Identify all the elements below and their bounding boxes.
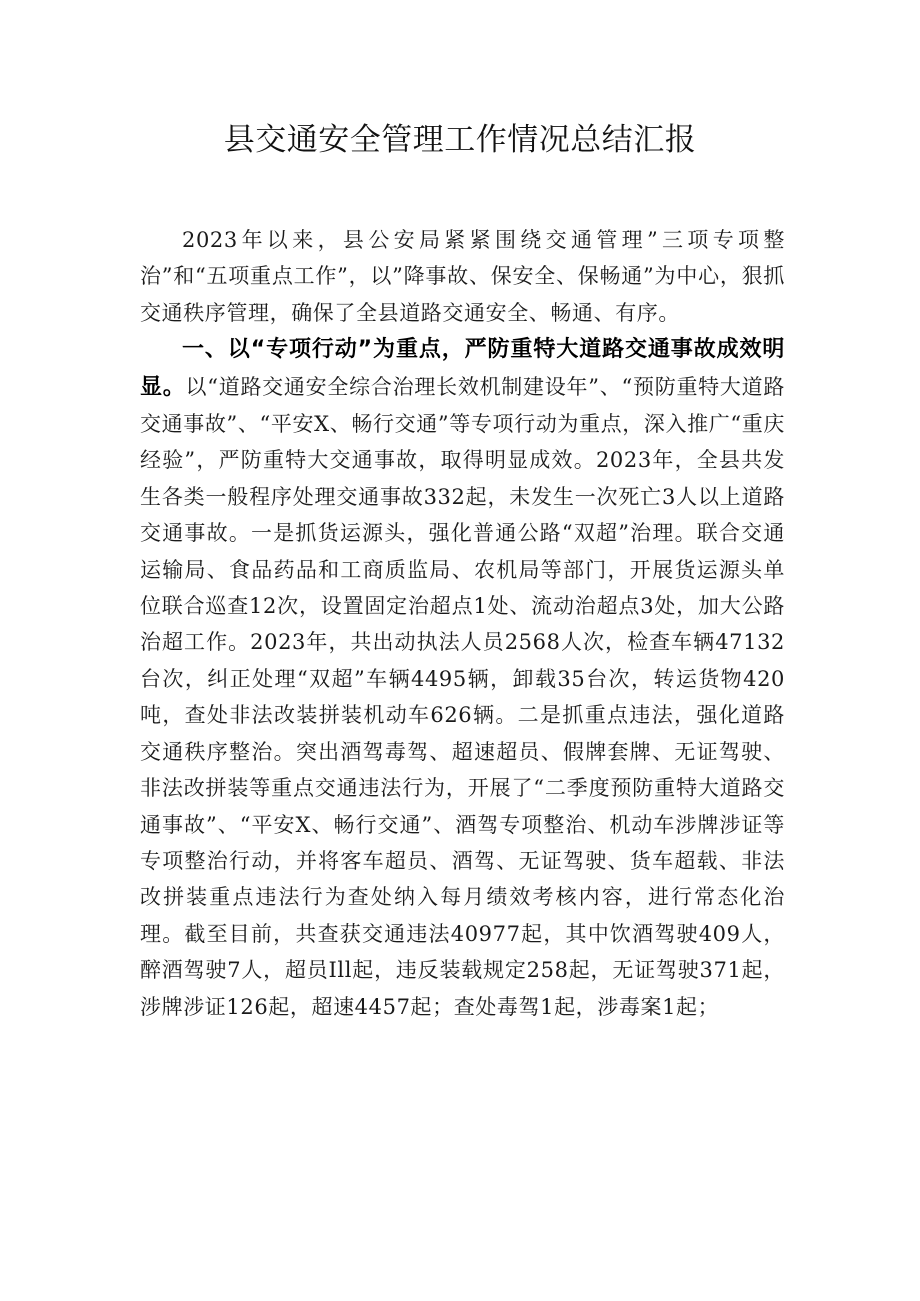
section-one-paragraph (140, 331, 785, 1025)
intro-paragraph: 2023年以来，县公安局紧紧围绕交通管理”三项专项整治”和“五项重点工作”，以”降事故、保安全、保畅通”为中心，狠抓交通秩序管理，确保了全县道路交通安全、畅通、有序。 (140, 228, 785, 325)
document-title: 县交通安全管理工作情况总结汇报 (223, 122, 697, 158)
document-body (140, 222, 785, 1025)
section-one-heading: 一、以“专项行动”为重点，严防重特大道路交通事故成效明显。 (140, 337, 785, 400)
section-one-body: 以“道路交通安全综合治理长效机制建设年”、“预防重特大道路交通事故”、“平安X、畅行交通”等专项行动为重点，深入推广“重庆经验”，严防重特大交通事故，取得明显成效。2023年，全县共发生各类一般程序处理交通事故332起，未发生一次死亡3人以上道路交通事故。一是抓货运源头，强化普通公路“双超”治理。联合交通运输局、食品药品和工商质监局、农机局等部门，开展货运源头单位联合巡查12次，设置固定治超点1处、流动治超点3处，加大公路治超工作。2023年，共出动执法人员2568人次，检查车辆47132台次，纠正处理“双超”车辆4495辆，卸载35台次，转运货物420吨，查处非法改装拼装机动车626辆。二是抓重点违法，强化道路交通秩序整治。突出酒驾毒驾、超速超员、假牌套牌、无证驾驶、非法改拼装等重点交通违法行为，开展了“二季度预防重特大道路交通事故”、“平安X、畅行交通”、酒驾专项整治、机动车涉牌涉证等专项整治行动，并将客车超员、酒驾、无证驾驶、货车超载、非法改拼装重点违法行为查处纳入每月绩效考核内容，进行常态化治理。截至目前，共查获交通违法40977起，其中饮酒驾驶409人，醉酒驾驶7人，超员Ill起，违反装载规定258起，无证驾驶371起，涉牌涉证126起，超速4457起；查处毒驾1起，涉毒案1起； (140, 374, 785, 1019)
